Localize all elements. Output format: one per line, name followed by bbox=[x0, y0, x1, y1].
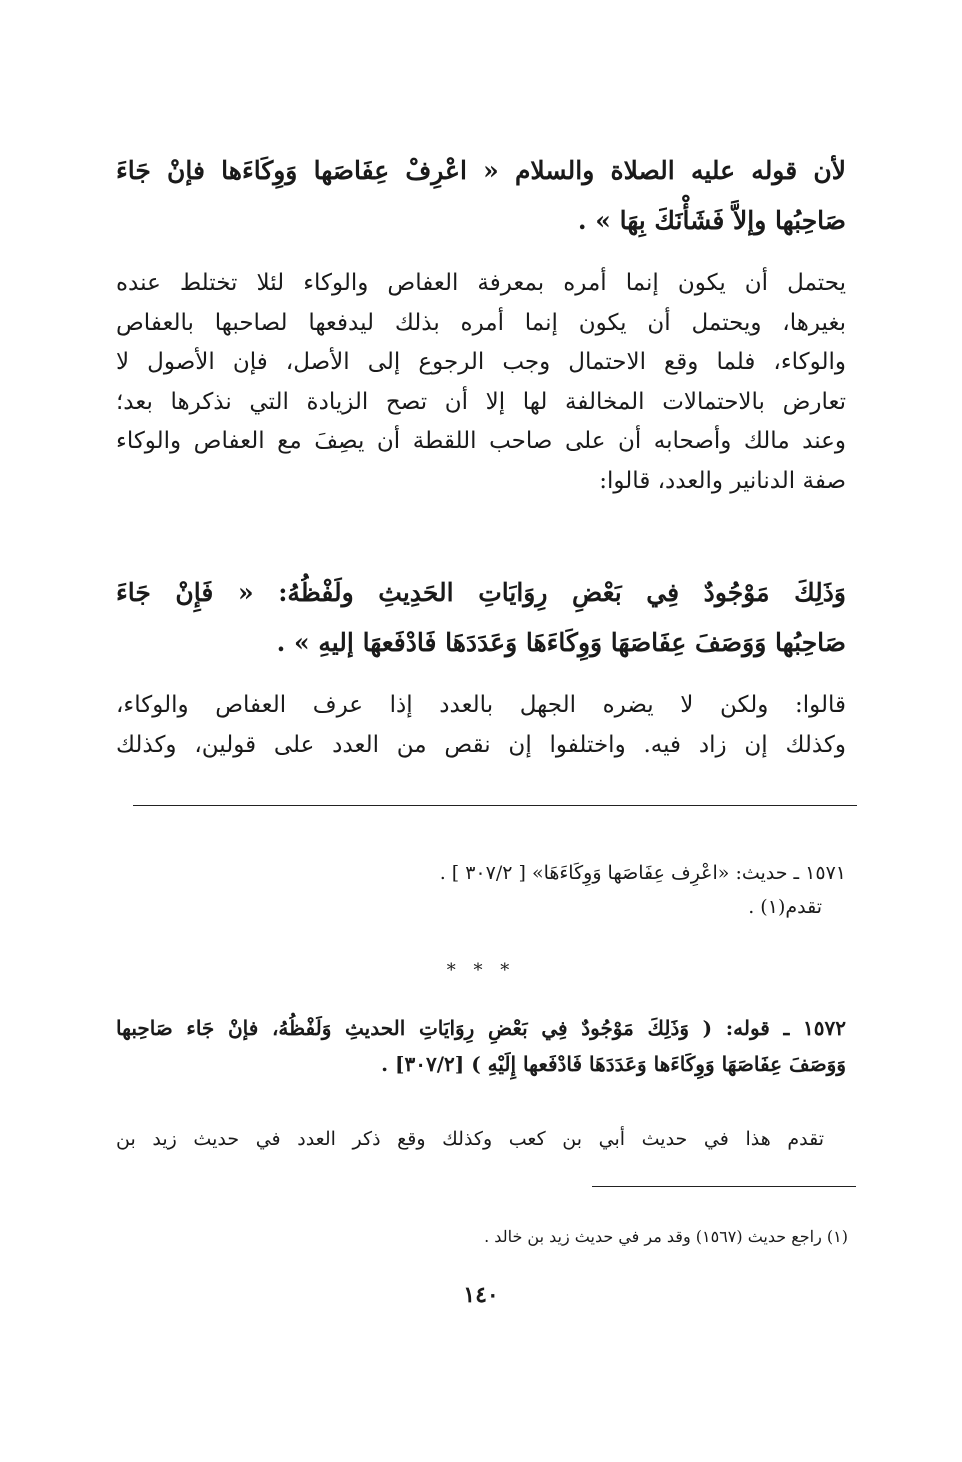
entry-heading: ١٥٧٢ ـ قوله: ( وَذَلِكَ مَوْجُودٌ فِي بَعْضِ رِوَايَاتِ الحديثِ وَلَفْظُهُ، فإنْ جَاء صَاحِبها bbox=[116, 1016, 846, 1040]
paragraph-line: يحتمل أن يكون إنما أمره بمعرفة العفاص والوكاء لئلا تختلط عنده bbox=[116, 270, 846, 296]
paragraph-line: وكذلك إن زاد فيه. واختلفوا إن نقص من العدد على قولين، وكذلك bbox=[116, 731, 846, 758]
page-number: ١٤٠ bbox=[463, 1282, 499, 1308]
entry-1572-commentary bbox=[116, 1122, 846, 1156]
asterisk-separator: * * * bbox=[446, 960, 516, 981]
quote-line: لأن قوله عليه الصلاة والسلام « اعْرِفْ عِفَاصَها وَوِكَاءَها فإنْ جَاءَ bbox=[116, 156, 846, 185]
hadith-quote-2 bbox=[116, 568, 846, 668]
section-divider bbox=[133, 805, 857, 806]
footnote-divider bbox=[592, 1186, 856, 1187]
entry-heading: وَوَصَفَ عِفَاصَهَا وَوِكَاءَها وَعَدَدَهَا فَادْفَعها إِلَيْهِ ) [٣٠٧/٢] . bbox=[381, 1052, 846, 1076]
commentary-paragraph-2 bbox=[116, 686, 846, 765]
paragraph-line: والوكاء، فلما وقع الاحتمال وجب الرجوع إلى الأصل، فإن الأصول لا bbox=[116, 349, 846, 375]
footnote: (١) راجع حديث (١٥٦٧) وقد مر في حديث زيد بن خالد . bbox=[484, 1227, 848, 1246]
entry-1572 bbox=[116, 1010, 846, 1082]
entry-text: تقدم(١) . bbox=[748, 896, 822, 918]
paragraph-line: صفة الدنانير والعدد، قالوا: bbox=[599, 467, 846, 494]
hadith-quote-1 bbox=[116, 146, 846, 246]
entry-heading: ١٥٧١ ـ حديث: «اعْرِف عِفَاصَها وَوِكَاءَهَا» [ ٣٠٧/٢ ] . bbox=[439, 862, 846, 884]
paragraph-line: قالوا: ولكن لا يضره الجهل بالعدد إذا عرف العفاص والوكاء، bbox=[116, 692, 846, 718]
entry-1571 bbox=[116, 856, 846, 924]
quote-line: صَاحِبُها وإلاَّ فَشَأْنَكَ بِهَا » . bbox=[577, 206, 846, 235]
commentary-paragraph-1 bbox=[116, 264, 846, 501]
entry-text: تقدم هذا في حديث أبي بن كعب وكذلك وقع ذكر العدد في حديث زيد بن bbox=[116, 1128, 824, 1150]
quote-line: وَذَلِكَ مَوْجُودٌ فِي بَعْضِ رِوَايَاتِ الحَدِيثِ ولَفْظُهُ: « فَإِنْ جَاءَ bbox=[116, 578, 846, 607]
paragraph-line: بغيرها، ويحتمل أن يكون إنما أمره بذلك ليدفعها لصاحبها بالعفاص bbox=[116, 309, 846, 336]
paragraph-line: تعارض بالاحتمالات المخالفة لها إلا أن تصح الزيادة التي نذكرها بعد؛ bbox=[116, 388, 846, 415]
paragraph-line: وعند مالك وأصحابه أن على صاحب اللقطة أن يصِفَ مع العفاص والوكاء bbox=[116, 428, 846, 454]
quote-line: صَاحِبُها وَوَصَفَ عِفَاصَهَا وَوِكَاءَهَا وَعَدَدَهَا فَادْفَعهَا إليهِ » . bbox=[276, 628, 846, 657]
